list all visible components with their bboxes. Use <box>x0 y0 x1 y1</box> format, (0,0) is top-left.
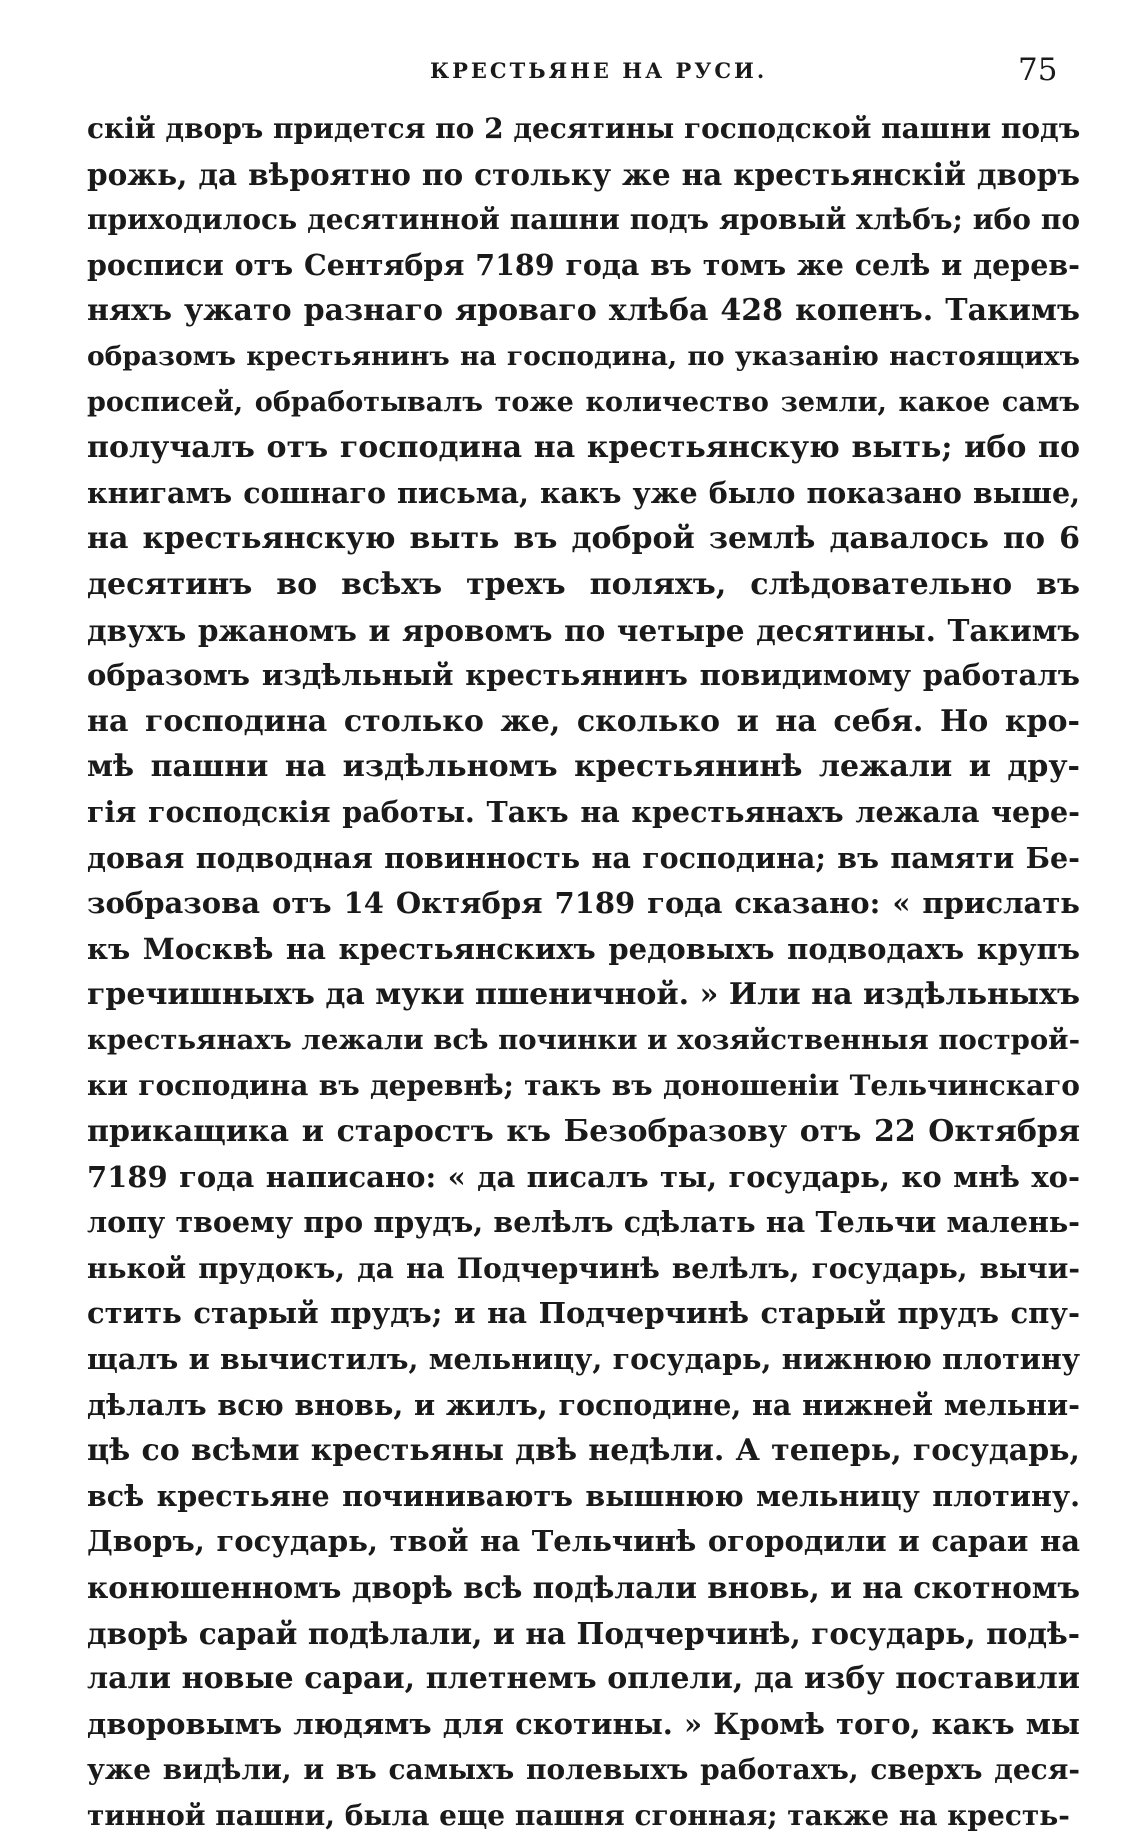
text-line: дворѣ сарай подѣлали, и на Подчерчинѣ, государь, подѣ- <box>87 1615 1080 1651</box>
text-line: ки господина въ деревнѣ; такъ въ доношеніи Тельчинскаго <box>87 1069 1080 1103</box>
text-line: гречишныхъ да муки пшеничной. » Или на издѣльныхъ <box>87 977 1080 1013</box>
text-line: лопу твоему про прудъ, велѣлъ сдѣлать на Тельчи малень- <box>87 1205 1080 1240</box>
text-line: къ Москвѣ на крестьянскихъ редовыхъ подводахъ крупъ <box>87 931 1080 966</box>
text-line: щалъ и вычистилъ, мельницу, государь, нижнюю плотину <box>87 1342 1080 1377</box>
text-line: образомъ крестьянинъ на господина, по указанію настоящихъ <box>87 340 1080 372</box>
text-line: приходилось десятинной пашни подъ яровый хлѣбъ; ибо по <box>87 203 1080 237</box>
text-line: прикащика и старостъ къ Безобразову отъ 22 Октября <box>87 1114 1080 1150</box>
text-line: рожь, да вѣроятно по стольку же на крестьянскій дворъ <box>87 156 1080 192</box>
text-line: книгамъ сошнаго письма, какъ уже было показано выше, <box>87 475 1080 510</box>
text-line: дѣлалъ всю вновь, и жилъ, господине, на нижней мельни- <box>87 1387 1080 1422</box>
text-line: скій дворъ придется по 2 десятины господской пашни подъ <box>87 112 1080 145</box>
text-line: образомъ издѣльный крестьянинъ повидимому работалъ <box>87 658 1080 693</box>
page-number: 75 <box>1018 52 1058 88</box>
text-line: росписей, обработывалъ тоже количество земли, какое самъ <box>87 386 1080 418</box>
text-line: Дворъ, государь, твой на Тельчинѣ огородили и сараи на <box>87 1524 1080 1559</box>
text-line: крестьянахъ лежали всѣ починки и хозяйственныя построй- <box>87 1023 1080 1056</box>
text-line: конюшенномъ дворѣ всѣ подѣлали вновь, и на скотномъ <box>87 1570 1080 1605</box>
text-line: росписи отъ Сентября 7189 года въ томъ же селѣ и дерев- <box>87 247 1080 282</box>
text-line: на крестьянскую выть въ доброй землѣ давалось по 6 <box>87 521 1080 557</box>
text-line: 7189 года написано: « да писалъ ты, государь, ко мнѣ хо- <box>87 1159 1080 1194</box>
text-line: получалъ отъ господина на крестьянскую выть; ибо по <box>87 430 1080 466</box>
text-line: нькой прудокъ, да на Подчерчинѣ велѣлъ, государь, вычи- <box>87 1251 1080 1285</box>
text-line: дворовымъ людямъ для скотины. » Кромѣ того, какъ мы <box>87 1706 1080 1741</box>
page-body <box>87 106 1080 1839</box>
text-line: мѣ пашни на издѣльномъ крестьянинѣ лежали и дру- <box>87 749 1080 785</box>
text-line: двухъ ржаномъ и яровомъ по четыре десятины. Такимъ <box>87 612 1080 648</box>
text-line: лали новые сараи, плетнемъ оплели, да избу поставили <box>87 1661 1080 1697</box>
text-line: десятинъ во всѣхъ трехъ поляхъ, слѣдовательно въ <box>87 566 1080 602</box>
text-line: няхъ ужато разнаго яроваго хлѣба 428 копенъ. Такимъ <box>87 293 1080 329</box>
text-line: на господина столько же, сколько и на себя. Но кро- <box>87 703 1080 739</box>
running-head <box>0 52 1140 92</box>
text-line: стить старый прудъ; и на Подчерчинѣ старый прудъ спу- <box>87 1296 1080 1331</box>
text-line: довая подводная повинность на господина; въ памяти Бе- <box>87 840 1080 875</box>
text-line: всѣ крестьяне починиваютъ вышнюю мельницу плотину. <box>87 1478 1080 1513</box>
text-line: уже видѣли, и въ самыхъ полевыхъ работахъ, сверхъ деся- <box>87 1753 1080 1787</box>
text-line: гія господскія работы. Такъ на крестьянахъ лежала чере- <box>87 794 1080 829</box>
text-line: зобразова отъ 14 Октября 7189 года сказано: « прислать <box>87 886 1080 921</box>
text-line: цѣ со всѣми крестьяны двѣ недѣли. А теперь, государь, <box>87 1433 1080 1469</box>
running-title: КРЕСТЬЯНЕ НА РУСИ. <box>430 58 768 83</box>
text-line: тинной пашни, была еще пашня сгонная; также на кресть- <box>87 1798 1070 1832</box>
